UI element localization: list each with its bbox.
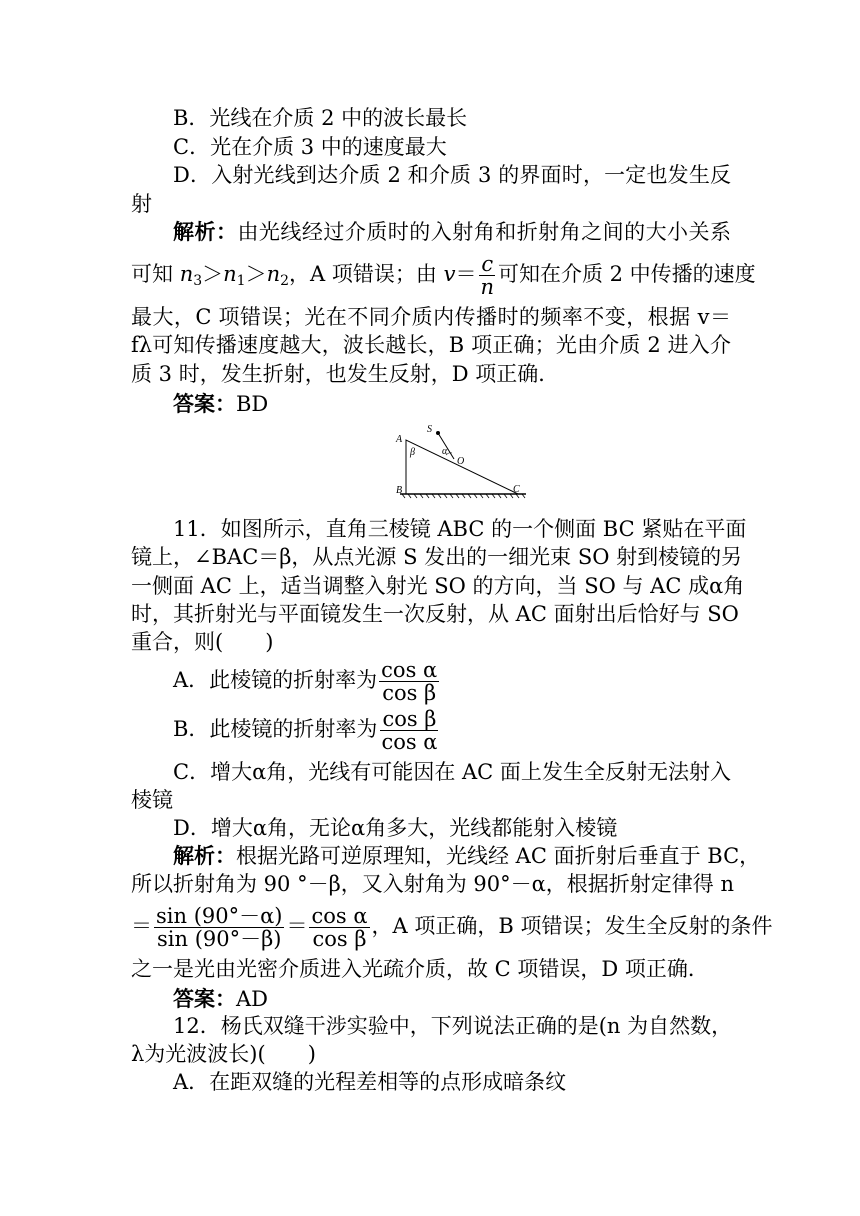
q12-stem-line2: λ为光波波长)( ): [131, 1042, 316, 1066]
q10-analysis-line3: 最大，C 项错误；光在不同介质内传播时的频率不变，根据 v＝: [131, 305, 731, 329]
q10-option-d-line2: 射: [131, 192, 152, 216]
q12-option-a: A．在距双缝的光程差相等的点形成暗条纹: [173, 1070, 567, 1094]
label-o: O: [457, 456, 465, 467]
q11-analysis-line3: ＝ $\frac{\sin (90^\circ-\alpha)}{\sin (90^\circ-\beta)}$ ＝ $\frac{\text{cos α}}{\text{cos β}}$ ，A 项正确，B 项错误；发生全反射的条件: [131, 904, 773, 951]
prism-triangle: [406, 440, 518, 494]
q10-analysis-line5: 质 3 时，发生折射，也发生反射，D 项正确．: [131, 362, 560, 386]
q11-stem-line1: 11．如图所示，直角三棱镜 ABC 的一个侧面 BC 紧贴在平面: [173, 517, 747, 541]
q11-option-c-line1: C．增大α角，光线有可能因在 AC 面上发生全反射无法射入: [173, 760, 731, 784]
q10-answer: 答案：BD: [173, 391, 269, 416]
q11-analysis-line2: 所以折射角为 90 °－β，又入射角为 90°－α，根据折射定律得 n: [131, 872, 734, 896]
q11-stem-line2: 镜上，∠BAC＝β，从点光源 S 发出的一细光束 SO 射到棱镜的另: [131, 545, 743, 569]
label-alpha: α: [442, 446, 448, 457]
analysis-label: 解析：: [173, 219, 238, 244]
light-source-s: [436, 431, 440, 435]
q10-option-b: B．光线在介质 2 中的波长最长: [173, 106, 468, 130]
q10-analysis-line1: 解析：由光线经过介质时的入射角和折射角之间的大小关系: [173, 219, 732, 244]
fraction-cos-beta-over-cos-alpha: $\frac{\text{cos β}}{\text{cos α}}$: [381, 707, 438, 754]
label-a: A: [396, 434, 403, 445]
q10-analysis-line2: 可知 $n_3>n_1>n_2$，A 项错误；由 v＝ $\frac{c}{n}$ 可知在介质 2 中传播的速度: [131, 252, 756, 299]
q11-option-b: B．此棱镜的折射率为 $\frac{\text{cos β}}{\text{cos α}}$: [173, 707, 438, 754]
label-s: S: [427, 424, 432, 435]
label-beta: β: [410, 447, 415, 458]
fraction-cos-alpha-over-cos-beta: $\frac{\text{cos α}}{\text{cos β}}$: [381, 658, 438, 705]
label-b: B: [396, 485, 403, 496]
fraction-cos-over-cos: $\frac{\text{cos α}}{\text{cos β}}$: [311, 904, 368, 951]
q11-stem-line4: 时，其折射光与平面镜发生一次反射，从 AC 面射出后恰好与 SO: [131, 602, 739, 626]
q11-answer: 答案：AD: [173, 986, 269, 1011]
label-c: C: [513, 484, 520, 495]
q10-option-d-line1: D．入射光线到达介质 2 和介质 3 的界面时，一定也发生反: [173, 163, 731, 187]
fraction-c-over-n: $\frac{c}{n}$: [480, 252, 494, 299]
q11-option-c-line2: 棱镜: [131, 788, 173, 812]
fraction-sin-over-sin: $\frac{\sin (90^\circ-\alpha)}{\sin (90^\circ-\beta)}$: [156, 904, 283, 951]
q10-option-c: C．光在介质 3 中的速度最大: [173, 135, 447, 159]
q10-analysis-line4: fλ可知传播速度越大，波长越长，B 项正确；光由介质 2 进入介: [131, 333, 731, 357]
q11-option-a: A．此棱镜的折射率为 $\frac{\text{cos α}}{\text{cos β}}$: [173, 658, 438, 705]
prism-diagram: [386, 420, 536, 502]
q12-stem-line1: 12．杨氏双缝干涉实验中，下列说法正确的是(n 为自然数，: [173, 1014, 733, 1038]
q11-stem-line5: 重合，则( ): [131, 630, 274, 654]
q11-option-d: D．增大α角，无论α角多大，光线都能射入棱镜: [173, 816, 618, 840]
q11-stem-line3: 一侧面 AC 上，适当调整入射光 SO 的方向，当 SO 与 AC 成α角: [131, 574, 745, 598]
q11-analysis-line4: 之一是光由光密介质进入光疏介质，故 C 项错误，D 项正确．: [131, 957, 709, 981]
q11-analysis-line1: 解析：根据光路可逆原理知，光线经 AC 面折射后垂直于 BC，: [173, 843, 761, 868]
